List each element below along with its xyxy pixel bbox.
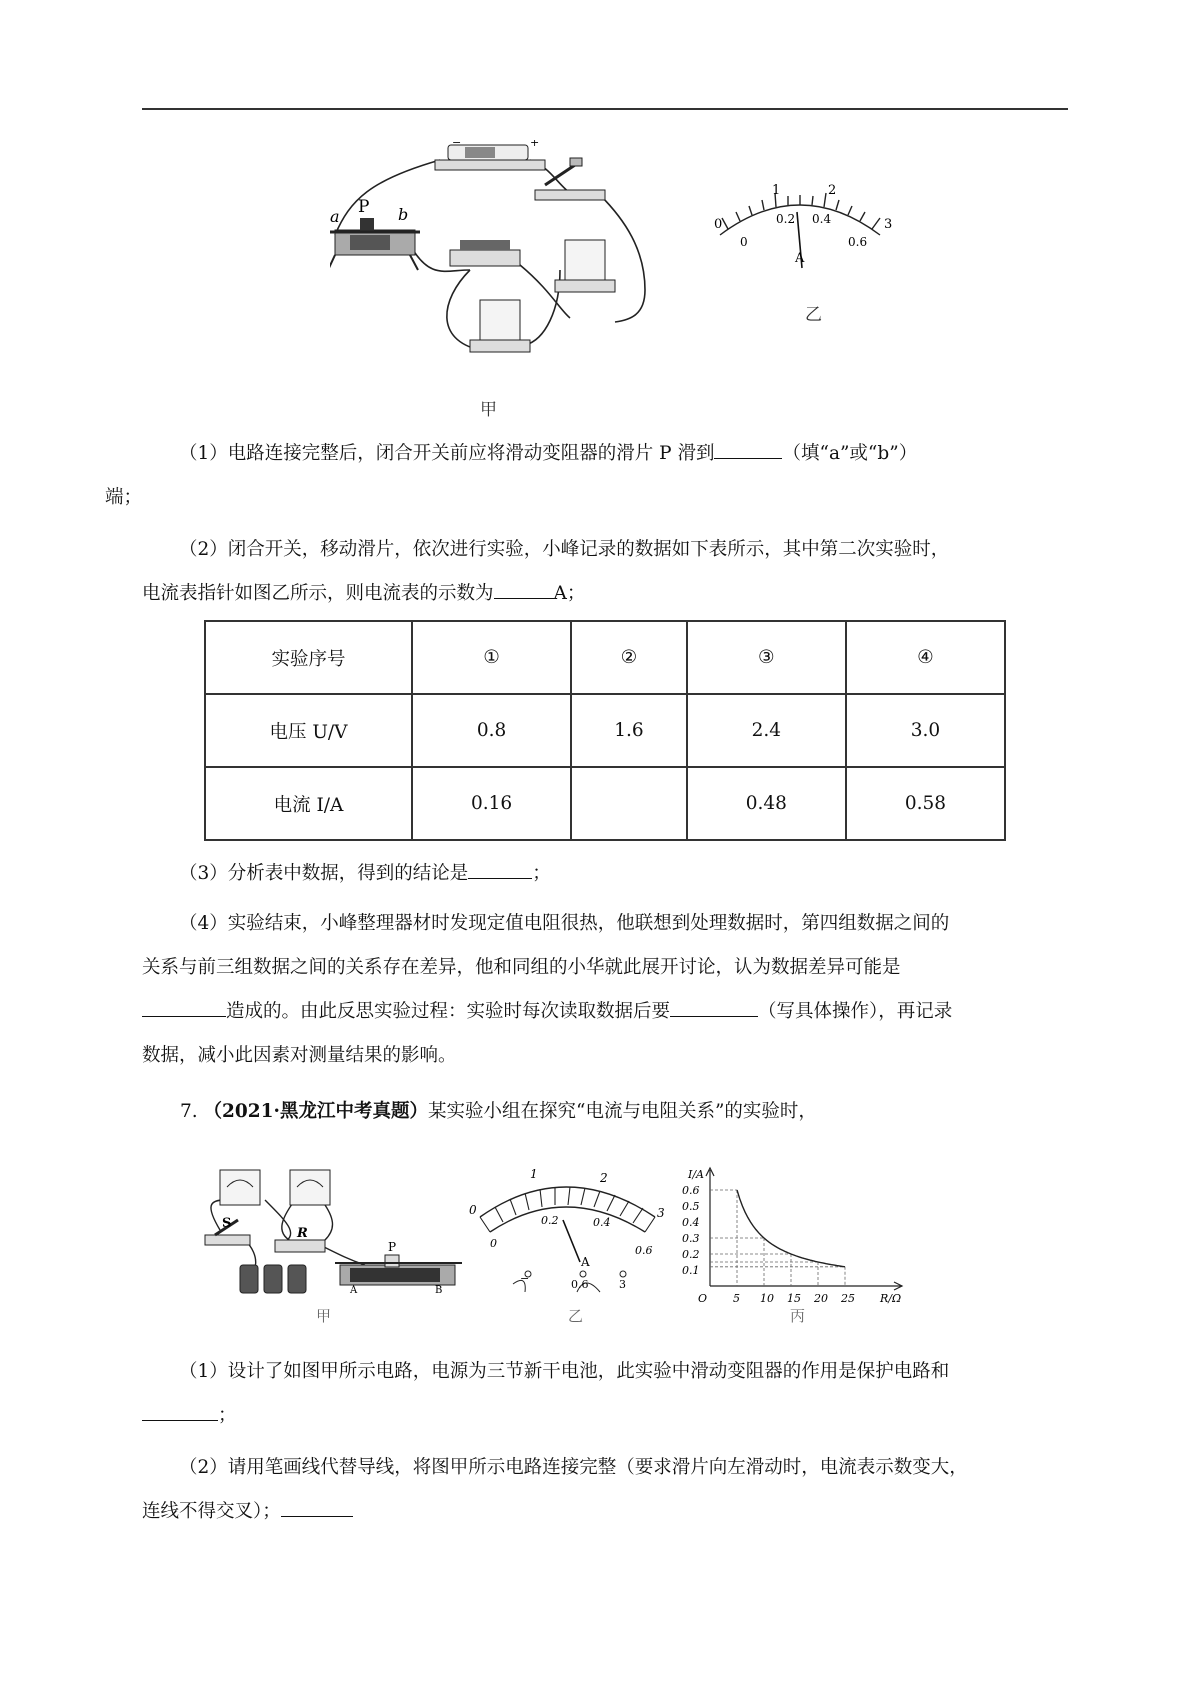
- y-tick-label: 0.2: [682, 1248, 700, 1261]
- fig4-caption: 乙: [568, 1307, 584, 1325]
- graph-i-r: [680, 1158, 920, 1306]
- table-cell: 电压 U/V: [205, 694, 412, 767]
- label-a: A: [350, 1285, 358, 1296]
- dial2-top-0: 0: [469, 1203, 477, 1217]
- circuit-figure-2: [200, 1165, 470, 1300]
- table-cell: 0.8: [412, 694, 571, 767]
- q7-2-text-before: 连线不得交叉）；: [142, 1501, 281, 1522]
- question-7-2: [142, 1446, 1070, 1534]
- ammeter-icon: [220, 1170, 260, 1205]
- dial1-unit: A: [795, 251, 805, 266]
- x-tick-label: 20: [814, 1292, 828, 1305]
- y-tick-label: 0.3: [682, 1232, 700, 1245]
- fig1-caption: 甲: [480, 400, 497, 420]
- y-tick-label: 0.4: [682, 1216, 700, 1229]
- dial1-bottom-0: 0: [740, 235, 748, 249]
- question-2: [142, 528, 1070, 616]
- table-cell: ④: [846, 621, 1005, 694]
- q2-text-before: 电流表指针如图乙所示，则电流表的示数为: [142, 583, 494, 604]
- q1-text-before: （1）电路连接完整后，闭合开关前应将滑动变阻器的滑片 P 滑到: [179, 443, 715, 464]
- battery-plus: +: [530, 140, 540, 149]
- question-3: [142, 852, 1070, 896]
- dial1-top-2: 2: [828, 183, 837, 198]
- circuit-figure-1: [330, 140, 710, 390]
- dial2-top-2: 2: [600, 1171, 608, 1185]
- q4-mid2: （写具体操作），再记录: [758, 1001, 953, 1022]
- y-tick-label: 0.6: [682, 1184, 700, 1197]
- fig5-caption: 丙: [790, 1307, 806, 1325]
- table-cell: 3.0: [846, 694, 1005, 767]
- x-tick-label: 15: [787, 1292, 801, 1305]
- x-axis-label: R/Ω: [880, 1292, 902, 1305]
- q7-source: （2021·黑龙江中考真题）: [203, 1101, 428, 1122]
- q4-line4: 数据，减小此因素对测量结果的影响。: [142, 1045, 457, 1066]
- dial2-top-3: 3: [657, 1206, 665, 1220]
- x-tick-label: 25: [841, 1292, 855, 1305]
- x-tick-label: 5: [733, 1292, 740, 1305]
- x-tick-label: 10: [760, 1292, 774, 1305]
- question-7-heading: [180, 1090, 1070, 1134]
- q7-1-line2: [105, 1394, 237, 1438]
- q2-line1: （2）闭合开关，移动滑片，依次进行实验，小峰记录的数据如下表所示，其中第二次实验时，: [179, 539, 950, 560]
- q3-text-after: ；: [532, 863, 551, 884]
- q4-answer-blank-1[interactable]: [142, 996, 226, 1017]
- question-4: [142, 902, 1070, 1078]
- voltmeter-icon: [290, 1170, 330, 1205]
- q7-text: 某实验小组在探究“电流与电阻关系”的实验时，: [427, 1101, 817, 1122]
- label-s: S: [222, 1216, 232, 1231]
- label-p: P: [358, 197, 370, 217]
- q4-line1: （4）实验结束，小峰整理器材时发现定值电阻很热，他联想到处理数据时，第四组数据之间的: [179, 913, 950, 934]
- q7-1-line1: （1）设计了如图甲所示电路，电源为三节新干电池，此实验中滑动变阻器的作用是保护电路和: [179, 1361, 950, 1382]
- dial2-unit: A: [581, 1255, 590, 1269]
- table-cell: ③: [687, 621, 846, 694]
- dial2-terminal-3: 3: [619, 1278, 626, 1291]
- table-cell: 0.48: [687, 767, 846, 840]
- dial2-terminal-minus: −: [520, 1272, 530, 1285]
- table-row: [205, 621, 1005, 694]
- dial2-top-1: 1: [530, 1167, 538, 1181]
- q3-text-before: （3）分析表中数据，得到的结论是: [179, 863, 469, 884]
- q7-2-line1: （2）请用笔画线代替导线，将图甲所示电路连接完整（要求滑片向左滑动时，电流表示数变大，: [179, 1457, 968, 1478]
- battery-minus: −: [452, 140, 462, 149]
- q1-text-after: （填“a”或“b”）: [782, 443, 918, 464]
- rheostat-icon: [335, 1255, 462, 1285]
- q7-1-answer-blank[interactable]: [142, 1400, 218, 1421]
- dial2-bottom-2: 0.4: [593, 1216, 611, 1229]
- data-table: [204, 620, 1006, 841]
- table-cell: 1.6: [571, 694, 687, 767]
- y-tick-label: 0.1: [682, 1264, 700, 1277]
- dial1-top-3: 3: [884, 217, 893, 232]
- dial1-bottom-1: 0.2: [776, 212, 796, 226]
- q7-number: 7.: [180, 1101, 198, 1122]
- dial2-bottom-0: 0: [490, 1237, 497, 1250]
- table-cell-answer[interactable]: [571, 767, 687, 840]
- rheostat-icon: [330, 218, 420, 270]
- dial2-bottom-1: 0.2: [541, 1214, 559, 1227]
- voltmeter-icon: [470, 300, 530, 352]
- label-r: R: [297, 1226, 308, 1241]
- q7-2-answer-blank[interactable]: [281, 1496, 353, 1517]
- label-p: P: [388, 1240, 397, 1254]
- question-7-1: [142, 1350, 1070, 1438]
- table-cell: ②: [571, 621, 687, 694]
- ammeter-icon: [555, 240, 615, 292]
- table-cell: 0.16: [412, 767, 571, 840]
- q2-text-after: A；: [553, 583, 586, 604]
- q2-answer-blank[interactable]: [494, 578, 554, 599]
- resistor-icon: [275, 1240, 325, 1252]
- label-b: b: [398, 205, 409, 224]
- q1-line2: 端；: [105, 487, 143, 508]
- table-row: [205, 767, 1005, 840]
- label-b: B: [435, 1285, 443, 1296]
- q4-answer-blank-2[interactable]: [670, 996, 758, 1017]
- table-cell: ①: [412, 621, 571, 694]
- table-cell: 实验序号: [205, 621, 412, 694]
- ammeter-dial-1: [700, 180, 900, 290]
- ammeter-dial-2: [465, 1162, 670, 1302]
- q3-answer-blank[interactable]: [468, 858, 532, 879]
- table-cell: 电流 I/A: [205, 767, 412, 840]
- dial1-top-0: 0: [714, 217, 723, 232]
- q1-answer-blank[interactable]: [714, 438, 782, 459]
- label-a: a: [330, 207, 340, 226]
- fig3-caption: 甲: [316, 1307, 332, 1325]
- q7-1-text-after: ；: [218, 1405, 237, 1426]
- y-tick-label: 0.5: [682, 1200, 700, 1213]
- q2-line2: [105, 572, 585, 616]
- origin-label: O: [698, 1292, 708, 1305]
- dial1-bottom-2: 0.4: [812, 212, 832, 226]
- q4-line2: 关系与前三组数据之间的关系存在差异，他和同组的小华就此展开讨论，认为数据差异可能是: [142, 957, 901, 978]
- battery-icon: [240, 1265, 306, 1293]
- q4-line3: [105, 990, 952, 1034]
- q7-2-line2: [105, 1490, 353, 1534]
- dial1-top-1: 1: [772, 183, 781, 198]
- header-rule: [142, 108, 1068, 110]
- q4-mid1: 造成的。由此反思实验过程：实验时每次读取数据后要: [226, 1001, 671, 1022]
- resistor-icon: [450, 240, 520, 266]
- y-axis-label: I/A: [688, 1168, 704, 1181]
- table-cell: 0.58: [846, 767, 1005, 840]
- fig2-caption: 乙: [805, 305, 822, 325]
- dial2-bottom-3: 0.6: [635, 1244, 653, 1257]
- question-1: [105, 432, 1070, 520]
- table-row: [205, 694, 1005, 767]
- table-cell: 2.4: [687, 694, 846, 767]
- dial2-terminal-06: 0.6: [571, 1278, 589, 1291]
- dial1-bottom-3: 0.6: [848, 235, 868, 249]
